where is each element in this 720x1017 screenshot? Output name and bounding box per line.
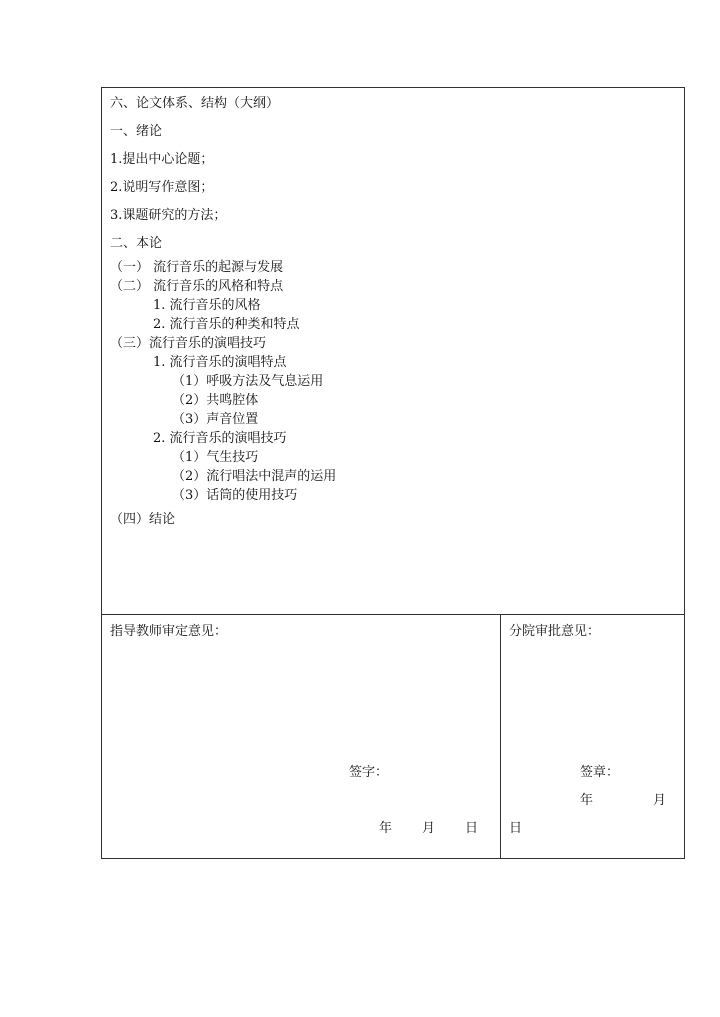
- branch-date-day: 日: [509, 821, 523, 836]
- advisor-date-month: 月: [422, 821, 436, 836]
- branch-date-year: 年: [580, 793, 594, 808]
- approval-form: [101, 87, 685, 859]
- outline-line: （1）呼吸方法及气息运用: [172, 374, 324, 389]
- advisor-opinion-label: 指导教师审定意见：: [110, 624, 228, 639]
- outline-line: （2）共鸣腔体: [172, 393, 259, 408]
- advisor-opinion-cell: [102, 615, 501, 859]
- outline-line: （一） 流行音乐的起源与发展: [110, 260, 284, 275]
- outline-line: 一、绪论: [110, 124, 163, 139]
- outline-heading: 六、论文体系、结构（大纲）: [110, 96, 280, 111]
- outline-line: （二） 流行音乐的风格和特点: [110, 279, 284, 294]
- advisor-signature-label: 签字：: [349, 765, 389, 780]
- advisor-date-day: 日: [465, 821, 479, 836]
- advisor-date-year: 年: [379, 821, 393, 836]
- outline-line: 二、本论: [110, 236, 163, 251]
- outline-line: （3）声音位置: [172, 412, 259, 427]
- outline-line: （1）气生技巧: [172, 450, 259, 465]
- outline-line: （3）话筒的使用技巧: [172, 488, 298, 503]
- outline-line: 3.课题研究的方法；: [110, 208, 227, 223]
- outline-line: 1. 流行音乐的风格: [153, 298, 261, 313]
- outline-line: （三）流行音乐的演唱技巧: [110, 336, 267, 351]
- outline-line: 1.提出中心论题；: [110, 152, 214, 167]
- branch-seal-label: 签章：: [580, 765, 620, 780]
- branch-date-month: 月: [653, 793, 667, 808]
- outline-line: （2）流行唱法中混声的运用: [172, 469, 337, 484]
- outline-line: 2. 流行音乐的种类和特点: [153, 317, 300, 332]
- outline-line: 2.说明写作意图；: [110, 180, 214, 195]
- branch-approval-cell: [501, 615, 684, 859]
- outline-line: 1. 流行音乐的演唱特点: [153, 355, 287, 370]
- branch-approval-label: 分院审批意见：: [509, 624, 601, 639]
- outline-line: （四）结论: [110, 512, 176, 527]
- outline-section: [102, 88, 684, 615]
- outline-line: 2. 流行音乐的演唱技巧: [153, 431, 287, 446]
